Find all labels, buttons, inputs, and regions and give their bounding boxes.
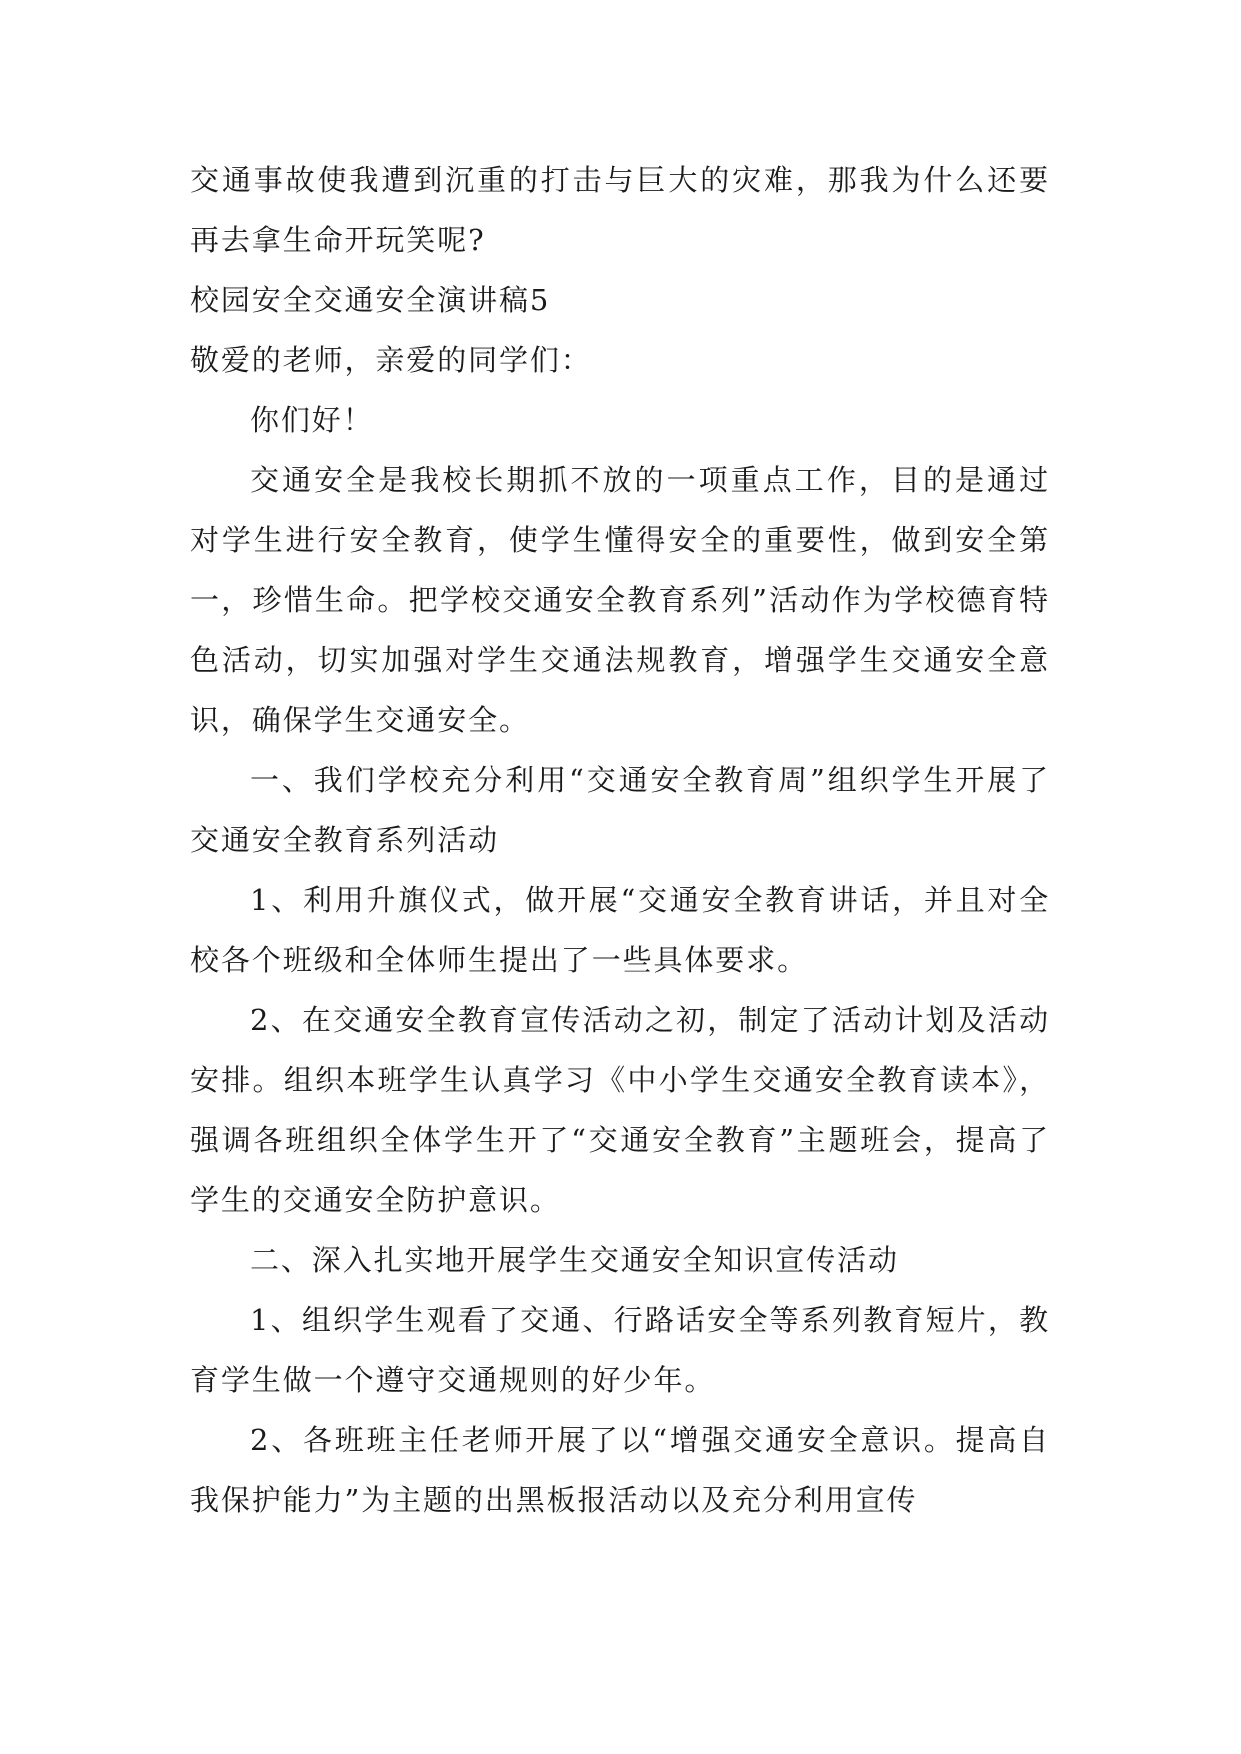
- list-item: 2、各班班主任老师开展了以“增强交通安全意识。提高自我保护能力”为主题的出黑板报活动以及充分利用宣传: [190, 1423, 1050, 1517]
- greeting: 你们好！: [250, 403, 374, 437]
- section-title: 校园安全交通安全演讲稿5: [190, 283, 551, 317]
- section-heading-2: 二、深入扎实地开展学生交通安全知识宣传活动: [250, 1243, 899, 1277]
- salutation: 敬爱的老师，亲爱的同学们：: [190, 343, 592, 377]
- list-item: 2、在交通安全教育宣传活动之初，制定了活动计划及活动安排。组织本班学生认真学习《中小学生交通安全教育读本》，强调各班组织全体学生开了“交通安全教育”主题班会，提高了学生的交通安全防护意识。: [190, 1003, 1050, 1217]
- section-heading-1: 一、我们学校充分利用“交通安全教育周”组织学生开展了交通安全教育系列活动: [190, 763, 1050, 857]
- document-body: [190, 150, 1050, 1530]
- paragraph-continuation: 交通事故使我遭到沉重的打击与巨大的灾难，那我为什么还要再去拿生命开玩笑呢?: [190, 163, 1050, 257]
- list-item: 1、组织学生观看了交通、行路话安全等系列教育短片，教育学生做一个遵守交通规则的好少年。: [190, 1303, 1050, 1397]
- list-item: 1、利用升旗仪式，做开展“交通安全教育讲话，并且对全校各个班级和全体师生提出了一些具体要求。: [190, 883, 1050, 977]
- paragraph-intro: 交通安全是我校长期抓不放的一项重点工作，目的是通过对学生进行安全教育，使学生懂得安全的重要性，做到安全第一，珍惜生命。把学校交通安全教育系列”活动作为学校德育特色活动，切实加强对学生交通法规教育，增强学生交通安全意识，确保学生交通安全。: [190, 463, 1050, 737]
